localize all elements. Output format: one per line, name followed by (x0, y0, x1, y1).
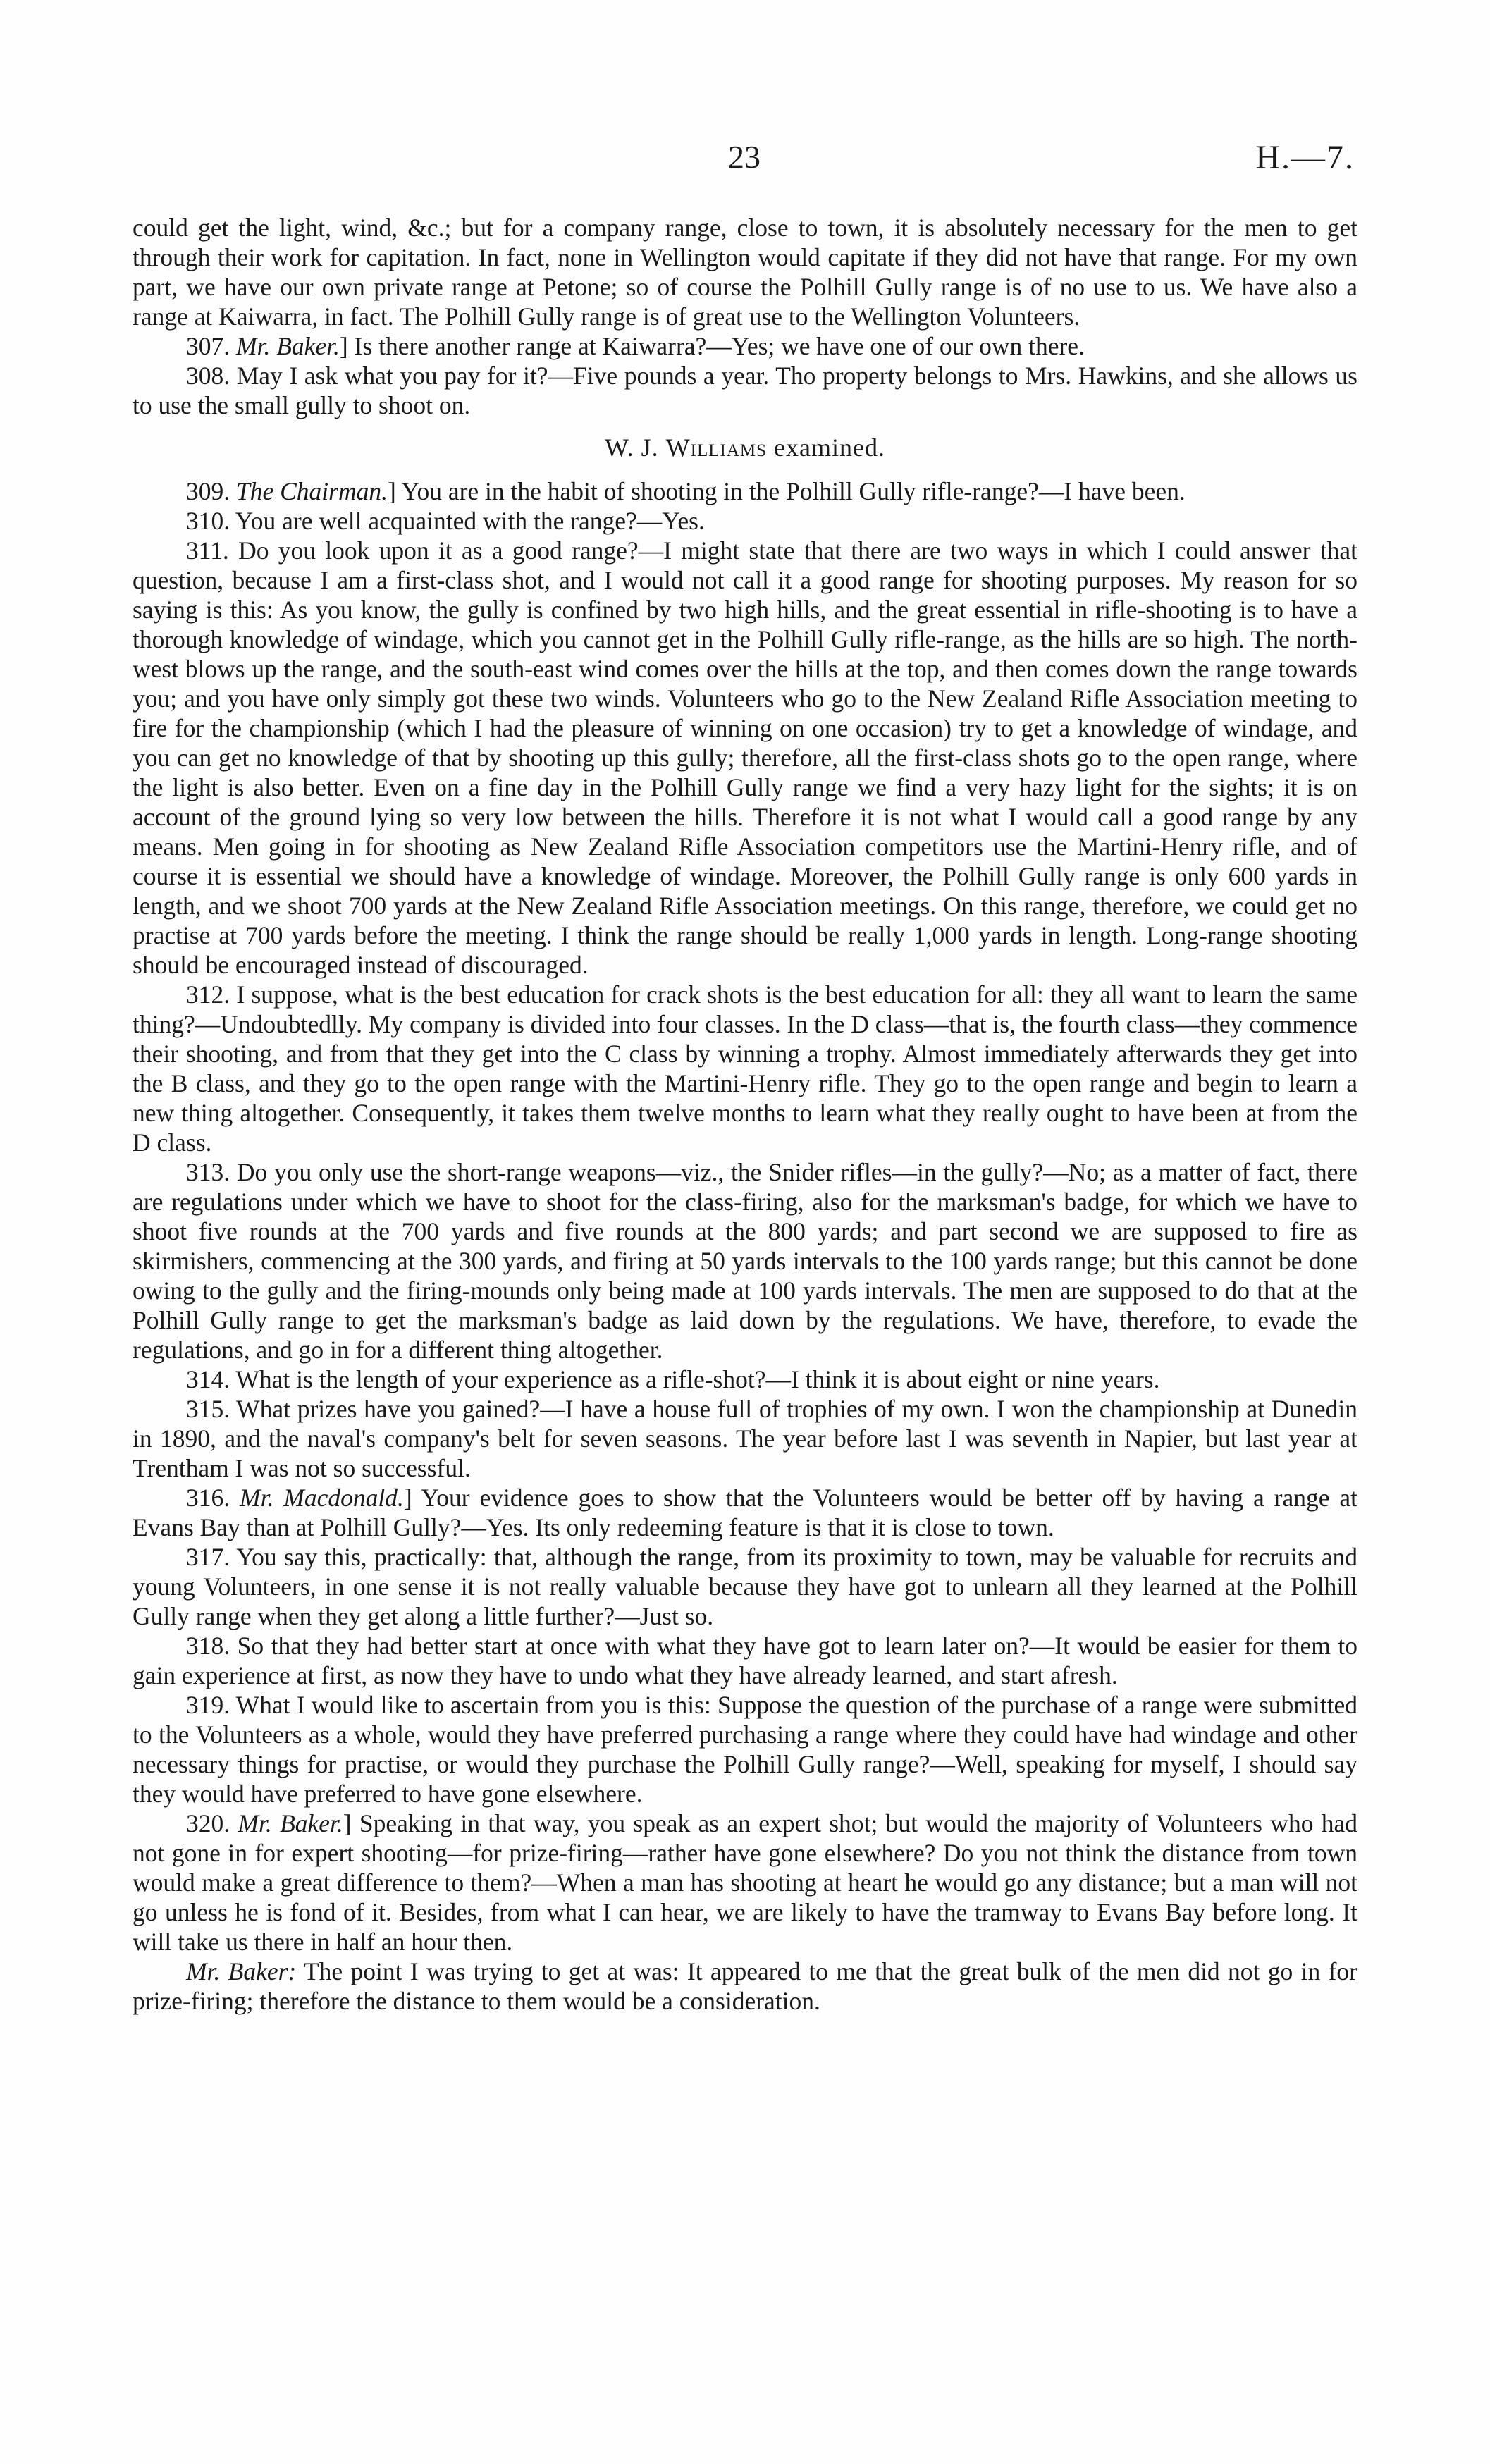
witness-suffix: examined. (774, 433, 885, 462)
question-310: 310. You are well acquainted with the range?—Yes. (186, 507, 705, 535)
question-number: 320. (186, 1809, 230, 1837)
question-319: 319. What I would like to ascertain from you is this: Suppose the question of the purchase of a range were submitted to the Volunteers as a whole, would they have preferred purchasing a range where they could have had windage and other necessary things for practise, or would they purchase the Polhill Gully range?—Well, speaking for myself, I should say they would have preferred to have gone elsewhere. (133, 1691, 1357, 1808)
statement-text: The point I was trying to get at was: It appeared to me that the great bulk of the men did not go in for prize-firing; therefore the distance to them would be a consideration. (133, 1957, 1357, 2015)
witness-heading (133, 433, 1357, 462)
question-number: 309. (186, 477, 230, 505)
speaker-name: Mr. Baker. (236, 332, 340, 360)
question-314: 314. What is the length of your experience as a rifle-shot?—I think it is about eight or nine years. (186, 1365, 1160, 1393)
speaker-name: Mr. Baker. (238, 1809, 343, 1837)
body-text (133, 213, 1357, 2016)
question-number: 307. (186, 332, 230, 360)
document-reference: H.—7. (1255, 139, 1355, 176)
witness-initials: W. J. (605, 433, 659, 462)
question-number: 316. (186, 1484, 230, 1512)
speaker-name: Mr. Baker: (186, 1957, 297, 1985)
speaker-name: The Chairman. (236, 477, 388, 505)
question-318: 318. So that they had better start at once with what they have got to learn later on?—It would be easier for them to gain experience at first, as now they have to undo what they have already learned, and start afresh. (133, 1632, 1357, 1689)
question-308: 308. May I ask what you pay for it?—Five pounds a year. Tho property belongs to Mrs. Hawkins, and she allows us to use the small gully to shoot on. (133, 362, 1357, 419)
question-309 (133, 476, 1357, 506)
question-text: ] Your evidence goes to show that the Volunteers would be better off by having a range at Evans Bay than at Polhill Gully?—Yes. Its only redeeming feature is that it is close to town. (133, 1484, 1357, 1541)
witness-surname: Williams (665, 433, 768, 462)
question-text: ] Speaking in that way, you speak as an expert shot; but would the majority of Volunteers who had not gone in for expert shooting—for prize-firing—rather have gone elsewhere? Do you not think the distance from town would make a great difference to them?—When a man has shooting at heart he would go any distance; but a man will not go unless he is fond of it. Besides, from what I can hear, we are likely to have the tramway to Evans Bay before long. It will take us there in half an hour then. (133, 1809, 1358, 1956)
question-320 (133, 1809, 1357, 1957)
question-307 (133, 331, 1357, 361)
question-311: 311. Do you look upon it as a good range?—I might state that there are two ways in which I could answer that question, because I am a first-class shot, and I would not call it a good range for shooting purposes. My reason for so saying is this: As you know, the gully is confined by two high hills, and the great essential in rifle-shooting is to have a thorough knowledge of windage, which you cannot get in the Polhill Gully rifle-range, as the hills are so high. The north-west blows up the range, and the south-east wind comes over the hills at the top, and then comes down the range towards you; and you have only simply got these two winds. Volunteers who go to the New Zealand Rifle Association meeting to fire for the championship (which I had the pleasure of winning on one occasion) try to get a knowledge of windage, and you can get no knowledge of that by shooting up this gully; therefore, all the first-class shots go to the open range, where the light is also better. Even on a fine day in the Polhill Gully range we find a very hazy light for the sights; it is on account of the ground lying so very low between the hills. Therefore it is not what I would call a good range by any means. Men going in for shooting as New Zealand Rifle Association competitors use the Martini-Henry rifle, and of course it is essential we should have a knowledge of windage. Moreover, the Polhill Gully range is only 600 yards in length, and we shoot 700 yards at the New Zealand Rifle Association meetings. On this range, therefore, we could get no practise at 700 yards before the meeting. I think the range should be really 1,000 yards in length. Long-range shooting should be encouraged instead of discouraged. (133, 536, 1357, 979)
question-312: 312. I suppose, what is the best education for crack shots is the best education for all: they all want to learn the same thing?—Undoubtedlly. My company is divided into four classes. In the D class—that is, the fourth class—they commence their shooting, and from that they get into the C class by winning a trophy. Almost immediately afterwards they get into the B class, and they go to the open range with the Martini-Henry rifle. They go to the open range and begin to learn a new thing altogether. Consequently, it takes them twelve months to learn what they really ought to have been at from the D class. (133, 980, 1357, 1157)
page-header (0, 138, 1490, 187)
paragraph-continued: could get the light, wind, &c.; but for a company range, close to town, it is absolutely necessary for the men to get through their work for capitation. In fact, none in Wellington would capitate if they did not have that range. For my own part, we have our own private range at Petone; so of course the Polhill Gully range is of no use to us. We have also a range at Kaiwarra, in fact. The Polhill Gully range is of great use to the Wellington Volunteers. (133, 214, 1357, 331)
question-315: 315. What prizes have you gained?—I have a house full of trophies of my own. I won the championship at Dunedin in 1890, and the naval's company's belt for seven seasons. The year before last I was seventh in Napier, but last year at Trentham I was not so successful. (133, 1395, 1357, 1482)
question-text: ] Is there another range at Kaiwarra?—Yes; we have one of our own there. (339, 332, 1085, 360)
question-313: 313. Do you only use the short-range weapons—viz., the Snider rifles—in the gully?—No; as a matter of fact, there are regulations under which we have to shoot for the class-firing, also for the marksman's badge, for which we have to shoot five rounds at the 700 yards and five rounds at the 800 yards; and part second we are supposed to fire as skirmishers, commencing at the 300 yards, and firing at 50 yards intervals to the 100 yards range; but this cannot be done owing to the gully and the firing-mounds only being made at 100 yards intervals. The men are supposed to do that at the Polhill Gully range to get the marksman's badge as laid down by the regulations. We have, therefore, to evade the regulations, and go in for a different thing altogether. (133, 1158, 1357, 1364)
page-number: 23 (728, 139, 761, 175)
closing-statement (133, 1957, 1357, 2016)
question-317: 317. You say this, practically: that, although the range, from its proximity to town, may be valuable for recruits and young Volunteers, in one sense it is not really valuable because they have got to unlearn all they learned at the Polhill Gully range when they get along a little further?—Just so. (133, 1543, 1357, 1630)
question-316 (133, 1483, 1357, 1542)
question-text: ] You are in the habit of shooting in the Polhill Gully rifle-range?—I have been. (388, 477, 1186, 505)
speaker-name: Mr. Macdonald. (240, 1484, 404, 1512)
